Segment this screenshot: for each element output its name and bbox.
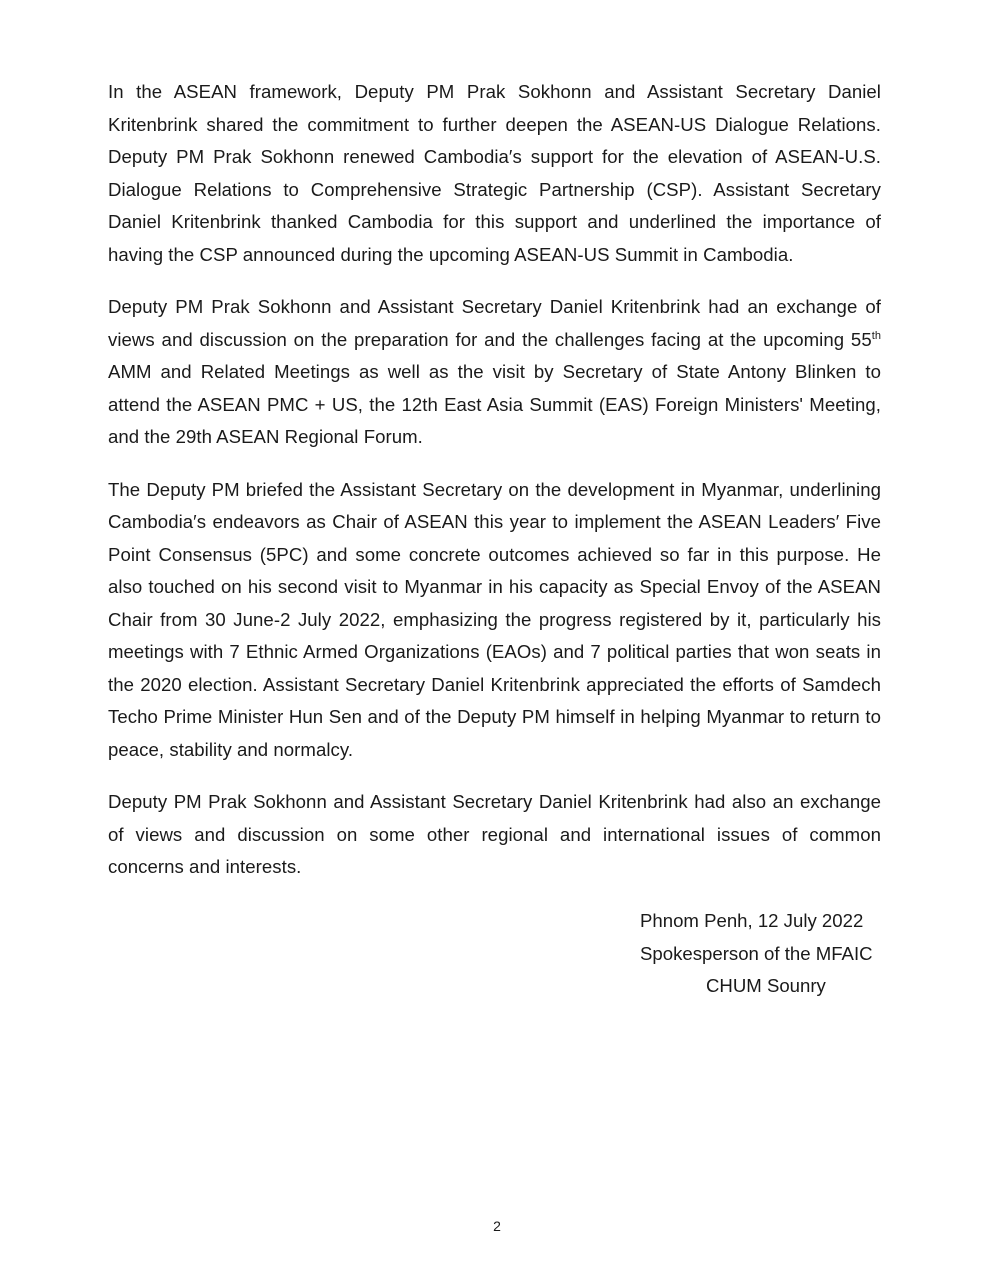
- ordinal-superscript: th: [871, 329, 881, 342]
- signature-name: CHUM Sounry: [706, 975, 826, 996]
- page-number: 2: [493, 1218, 501, 1234]
- paragraph-amm-text-after: AMM and Related Meetings as well as the visit by Secretary of State Antony Blinken to attend the ASEAN PMC + US, the 12th East Asia Summit (EAS) Foreign Ministers' Meeting, and the 29th ASEAN Regional Forum.: [108, 361, 881, 447]
- paragraph-asean-framework: In the ASEAN framework, Deputy PM Prak Sokhonn and Assistant Secretary Daniel Kritenbrink shared the commitment to further deepen the ASEAN-US Dialogue Relations. Deputy PM Prak Sokhonn renewed Cambodia′s support for the elevation of ASEAN-U.S. Dialogue Relations to Comprehensive Strategic Partnership (CSP). Assistant Secretary Daniel Kritenbrink thanked Cambodia for this support and underlined the importance of having the CSP announced during the upcoming ASEAN-US Summit in Cambodia.: [108, 81, 881, 265]
- document-body: [108, 76, 881, 904]
- paragraph-amm-meetings: [108, 291, 881, 454]
- paragraph-myanmar-briefing: The Deputy PM briefed the Assistant Secretary on the development in Myanmar, underlining Cambodia′s endeavors as Chair of ASEAN this year to implement the ASEAN Leaders′ Five Point Consensus (5PC) and some concrete outcomes achieved so far in this purpose. He also touched on his second visit to Myanmar in his capacity as Special Envoy of the ASEAN Chair from 30 June-2 July 2022, emphasizing the progress registered by it, particularly his meetings with 7 Ethnic Armed Organizations (EAOs) and 7 political parties that won seats in the 2020 election. Assistant Secretary Daniel Kritenbrink appreciated the efforts of Samdech Techo Prime Minister Hun Sen and of the Deputy PM himself in helping Myanmar to return to peace, stability and normalcy.: [108, 478, 881, 760]
- signature-block: [640, 905, 900, 1003]
- paragraph-amm-text-before: Deputy PM Prak Sokhonn and Assistant Secretary Daniel Kritenbrink had an exchange of views and discussion on the preparation for and the challenges facing at the upcoming 55: [108, 296, 881, 350]
- paragraph-regional-issues: Deputy PM Prak Sokhonn and Assistant Secretary Daniel Kritenbrink had also an exchange of views and discussion on some other regional and international issues of common concerns and interests.: [108, 791, 881, 877]
- signature-place-date: Phnom Penh, 12 July 2022: [640, 910, 864, 931]
- signature-role: Spokesperson of the MFAIC: [640, 942, 873, 964]
